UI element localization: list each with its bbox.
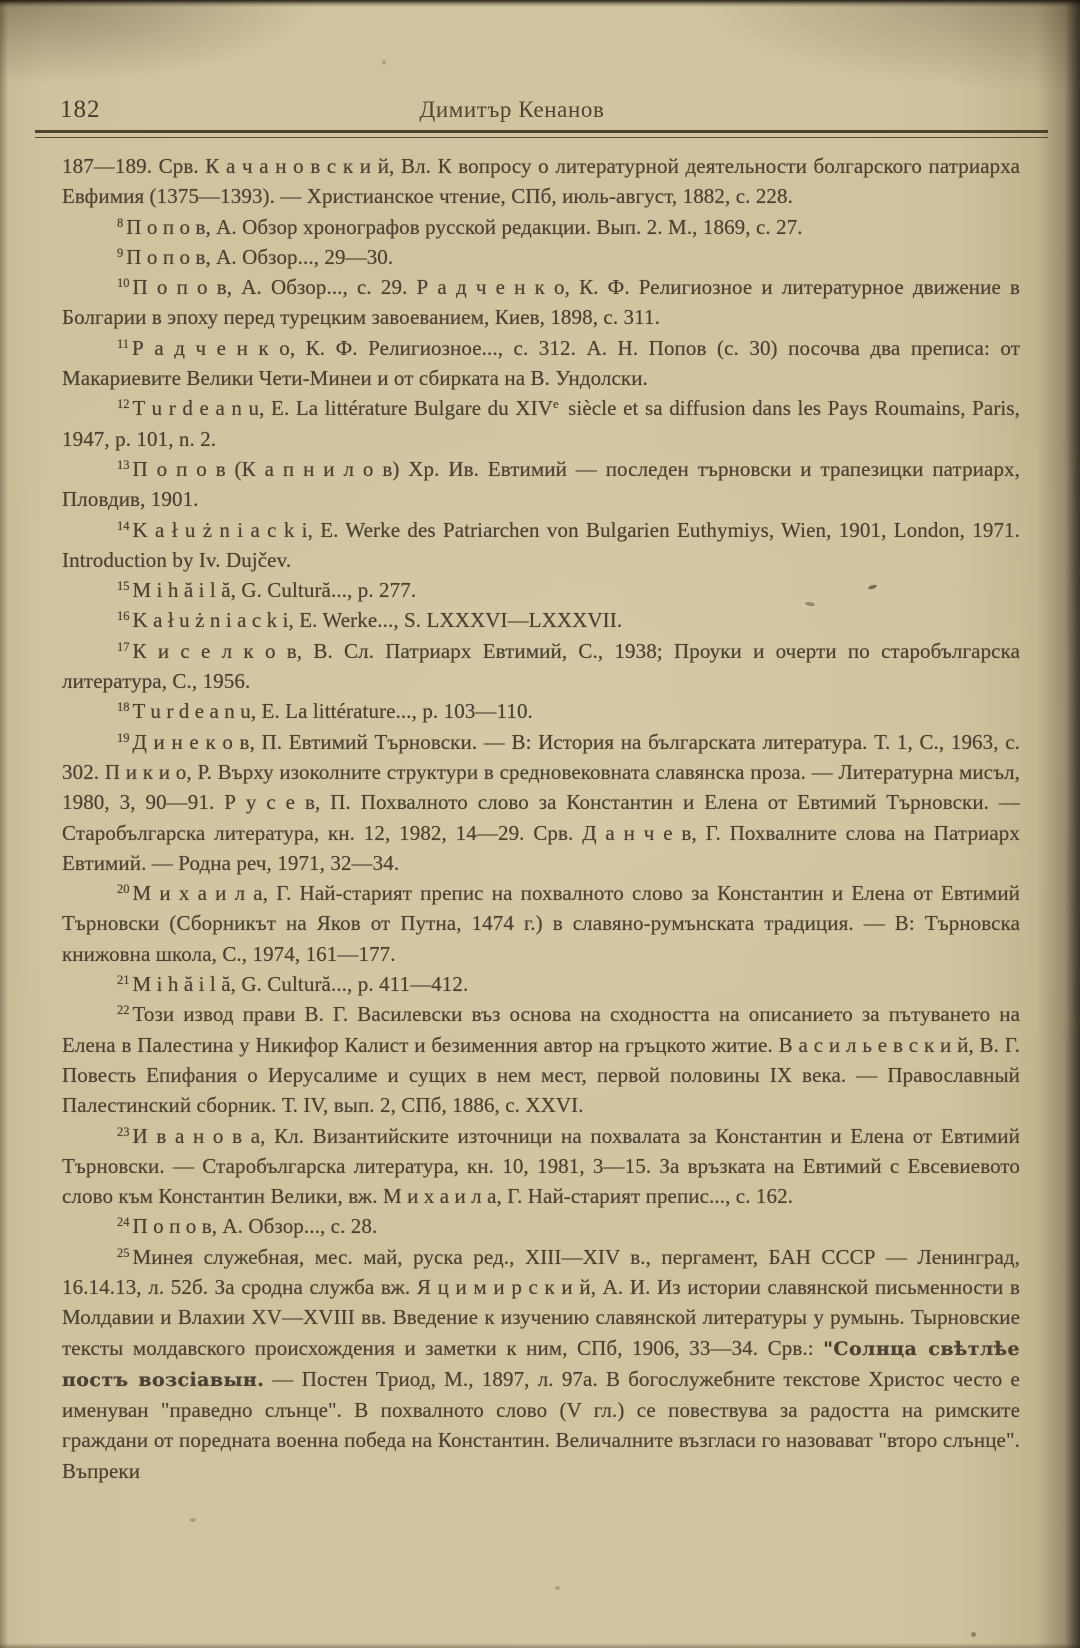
text-block <box>62 151 1020 1486</box>
footnote-paragraph <box>62 727 1020 878</box>
header-rule <box>35 130 1048 138</box>
footnote-number: 22 <box>117 1003 130 1018</box>
footnote-number: 21 <box>117 973 130 988</box>
text-run: T u r d e a n u, E. La littérature Bulgare du XIV <box>132 396 554 421</box>
footnote-paragraph <box>62 272 1020 333</box>
footnote-paragraph <box>62 454 1020 515</box>
footnote-paragraph <box>62 696 1020 726</box>
running-title: Димитър Кенанов <box>419 97 605 122</box>
text-run: Минея служебная, мес. май, руска ред., XIII—XIV в., пергамент, БАН СССР — Ленинград, 16.14.13, л. 52б. За сродна служба вж. Я ц и м и р с к и й, А. И. Из истории славянской письменности в Молдавии и Влахии XV—XVIII вв. Введение к изучению славянской литературы у румынь. Тырновские тексты молдавского происхождения и заметки к ним, СПб, 1906, 33—34. Срв.: <box>62 1244 1020 1360</box>
text-run: K a ł u ż n i a c k i, E. Werke..., S. LXXXVI—LXXXVII. <box>132 608 623 633</box>
superscript-letter: e <box>553 397 559 412</box>
text-run: siècle et sa diffusion dans les Pays Roumains, Paris, 1947, p. 101, n. 2. <box>62 396 1020 451</box>
footnote-paragraph <box>62 393 1020 454</box>
church-slavonic-quote: "Солнца свѣтлѣе постъ возсіавын. <box>62 1337 1020 1391</box>
footnote-paragraph <box>62 333 1020 394</box>
text-run: 187—189. Срв. К а ч а н о в с к и й, Вл. К вопросу о литературной деятельности болгарского патриарха Евфимия (1375—1393). — Христианское чтение, СПб, июль-август, 1882, с. 228. <box>62 154 1020 209</box>
paper-speck <box>971 1632 976 1637</box>
paper-speck <box>382 60 386 65</box>
text-run: T u r d e a n u, E. La littérature..., p. 103—110. <box>132 699 533 724</box>
text-run: П о п о в, А. Обзор..., 29—30. <box>126 244 394 269</box>
text-run: M i h ă i l ă, G. Cultură..., p. 411—412. <box>132 972 469 997</box>
footnote-number: 20 <box>117 882 130 897</box>
footnote-number: 16 <box>117 609 130 624</box>
footnote-paragraph <box>62 151 1020 212</box>
footnote-paragraph <box>62 212 1020 242</box>
text-run: К и с е л к о в, В. Сл. Патриарх Евтимий, С., 1938; Проуки и очерти по старобългарска литература, С., 1956. <box>62 638 1020 694</box>
footnote-paragraph <box>62 575 1020 605</box>
footnote-paragraph <box>62 969 1020 999</box>
text-run: K a ł u ż n i a c k i, E. Werke des Patriarchen von Bulgarien Euthymiys, Wien, 1901, London, 1971. Introduction by Iv. Dujčev. <box>62 517 1020 572</box>
text-run: Р а д ч е н к о, К. Ф. Религиозное..., с. 312. А. Н. Попов (с. 30) посочва два преписа: от Макариевите Велики Чети-Минеи и от сбирката на В. Ундолски. <box>62 335 1020 391</box>
footnote-number: 13 <box>117 457 130 472</box>
footnote-paragraph <box>62 1242 1020 1486</box>
page-header <box>58 94 1046 128</box>
paper-speck <box>555 1586 560 1590</box>
text-run: — Постен Триод, М., 1897, л. 97а. В богослужебните текстове Христос често е именуван "праведно слънце". В похвалното слово (V гл.) се повествува за радостта на римските граждани от поредната военна победа на Константин. Величалните възгласи го назовават "второ слънце". Въпреки <box>62 1366 1020 1483</box>
page-left-edge-shadow <box>0 0 8 1648</box>
footnote-paragraph <box>62 242 1020 272</box>
page-top-edge-shadow <box>0 0 1080 7</box>
footnote-paragraph <box>62 1121 1020 1212</box>
footnote-paragraph <box>62 636 1020 697</box>
footnote-number: 24 <box>117 1215 130 1230</box>
footnote-number: 23 <box>117 1124 130 1139</box>
footnote-number: 11 <box>117 336 130 351</box>
text-run: Д и н е к о в, П. Евтимий Търновски. — В: История на българската литература. Т. 1, С., 1963, с. 302. П и к и о, Р. Върху изоколните структури в средновековната славянска проза. — Литературна мисъл, 1980, 3, 90—91. Р у с е в, П. Похвалното слово за Константин и Елена от Евтимий Търновски. — Старобългарска литература, кн. 12, 1982, 14—29. Срв. Д а н ч е в, Г. Похвалните слова на Патриарх Евтимий. — Родна реч, 1971, 32—34. <box>62 729 1020 875</box>
footnote-paragraph <box>62 878 1020 969</box>
footnote-paragraph <box>62 605 1020 635</box>
text-run: Този извод прави В. Г. Василевски въз основа на сходността на описанието за пътуването на Елена в Палестина у Никифор Калист и безименния автор на гръцкото житие. В а с и л ь е в с к и й, В. Г. Повесть Епифания о Иерусалиме и сущих в нем мест, первой половины IX века. — Православный Палестинский сборник. Т. IV, вып. 2, СПб, 1886, с. XXVI. <box>62 1002 1020 1118</box>
footnote-number: 25 <box>117 1245 130 1260</box>
footnote-paragraph <box>62 1211 1020 1241</box>
footnote-number: 19 <box>117 730 130 745</box>
paper-speck <box>190 1518 196 1522</box>
footnote-number: 18 <box>117 700 130 715</box>
text-run: И в а н о в а, Кл. Византийските източници на похвалата за Константин и Елена от Евтимий Търновски. — Старобългарска литература, кн. 10, 1981, 3—15. За връзката на Евтимий с Евсевиевото слово към Константин Велики, вж. М и х а и л а, Г. Най-старият препис..., с. 162. <box>62 1123 1020 1209</box>
footnote-number: 10 <box>117 276 130 291</box>
footnote-number: 14 <box>117 518 130 533</box>
text-run: П о п о в, А. Обзор..., с. 29. Р а д ч е н к о, К. Ф. Религиозное и литературное движение в Болгарии в эпоху перед турецким завоеванием, Киев, 1898, с. 311. <box>62 275 1020 330</box>
footnote-number: 17 <box>117 639 130 654</box>
footnote-number: 12 <box>117 397 130 412</box>
page-number: 182 <box>60 96 101 123</box>
footnote-paragraph <box>62 515 1020 576</box>
text-run: П о п о в (К а п н и л о в) Хр. Ив. Евтимий — последен търновски и трапезицки патриарх, Пловдив, 1901. <box>62 456 1020 512</box>
footnote-number: 9 <box>117 245 124 260</box>
text-run: M i h ă i l ă, G. Cultură..., p. 277. <box>132 578 417 603</box>
footnote-paragraph <box>62 999 1020 1120</box>
footnote-number: 8 <box>117 215 124 230</box>
page-bottom-edge-shadow <box>0 1643 1080 1648</box>
footnote-number: 15 <box>117 579 130 594</box>
text-run: М и х а и л а, Г. Най-старият препис на похвалното слово за Константин и Елена от Евтимий Търновски (Сборникът на Яков от Путна, 1474 г.) в славяно-румънската традиция. — В: Търновска книжовна школа, С., 1974, 161—177. <box>62 881 1020 966</box>
text-run: П о п о в, А. Обзор..., с. 28. <box>132 1214 378 1239</box>
text-run: П о п о в, А. Обзор хронографов русской редакции. Вып. 2. М., 1869, с. 27. <box>126 214 803 239</box>
